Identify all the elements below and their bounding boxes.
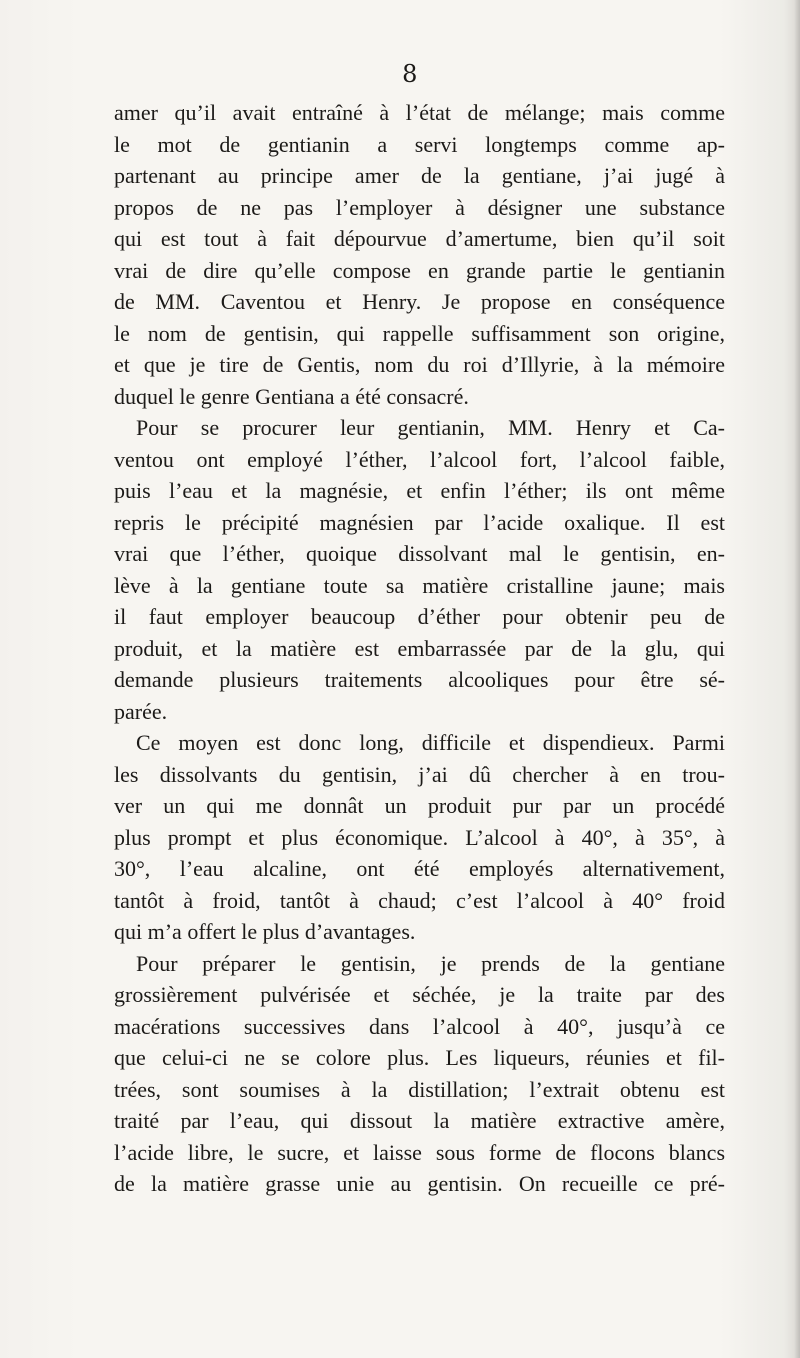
text-line: que celui-ci ne se colore plus. Les liqueurs, réunies et fil- [114,1045,725,1070]
text-line: produit, et la matière est embarrassée par de la glu, qui [114,635,725,661]
text-line: propos de ne pas l’employer à désigner une substance [114,194,725,220]
body-text [114,97,725,1200]
text-line: Ce moyen est donc long, difficile et dispendieux. Parmi [136,730,725,755]
page-number: 8 [402,60,418,88]
text-line: vrai que l’éther, quoique dissolvant mal le gentisin, en- [114,541,725,566]
text-line: le nom de gentisin, qui rappelle suffisamment son origine, [114,320,725,346]
text-line: qui m’a offert le plus d’avantages. [114,919,416,944]
text-line: le mot de gentianin a servi longtemps comme ap- [114,131,725,157]
text-line: de MM. Caventou et Henry. Je propose en conséquence [114,289,725,314]
text-line: tantôt à froid, tantôt à chaud; c’est l’alcool à 40° froid [114,887,725,913]
text-line: ventou ont employé l’éther, l’alcool fort, l’alcool faible, [114,446,725,472]
text-line: Pour se procurer leur gentianin, MM. Henry et Ca- [136,415,725,440]
text-line: macérations successives dans l’alcool à 40°, jusqu’à ce [114,1013,725,1039]
text-line: 30°, l’eau alcaline, ont été employés alternativement, [114,856,725,881]
text-line: puis l’eau et la magnésie, et enfin l’éther; ils ont même [114,478,725,503]
text-line: ver un qui me donnât un produit pur par un procédé [114,793,725,818]
page-edge-shadow [794,0,800,1358]
text-line: les dissolvants du gentisin, j’ai dû chercher à en trou- [114,761,725,787]
text-line: qui est tout à fait dépourvue d’amertume, bien qu’il soit [114,226,725,251]
text-line: il faut employer beaucoup d’éther pour obtenir peu de [114,604,725,629]
text-line: partenant au principe amer de la gentiane, j’ai jugé à [114,163,725,188]
text-line: Pour préparer le gentisin, je prends de la gentiane [136,950,725,976]
text-line: de la matière grasse unie au gentisin. On recueille ce pré- [114,1171,725,1196]
text-line: et que je tire de Gentis, nom du roi d’Illyrie, à la mémoire [114,352,725,377]
text-line: trées, sont soumises à la distillation; l’extrait obtenu est [114,1076,725,1102]
text-line: lève à la gentiane toute sa matière cristalline jaune; mais [114,572,725,598]
text-line: amer qu’il avait entraîné à l’état de mélange; mais comme [114,100,725,125]
text-line: duquel le genre Gentiana a été consacré. [114,383,469,409]
text-line: demande plusieurs traitements alcooliques pour être sé- [114,667,725,692]
text-line: repris le précipité magnésien par l’acide oxalique. Il est [114,509,725,535]
text-line: plus prompt et plus économique. L’alcool à 40°, à 35°, à [114,824,725,850]
text-line: parée. [114,698,168,724]
text-line: l’acide libre, le sucre, et laisse sous forme de flocons blancs [114,1139,725,1165]
text-line: traité par l’eau, qui dissout la matière extractive amère, [114,1108,725,1133]
text-line: vrai de dire qu’elle compose en grande partie le gentianin [114,257,725,283]
text-line: grossièrement pulvérisée et séchée, je la traite par des [114,982,725,1007]
